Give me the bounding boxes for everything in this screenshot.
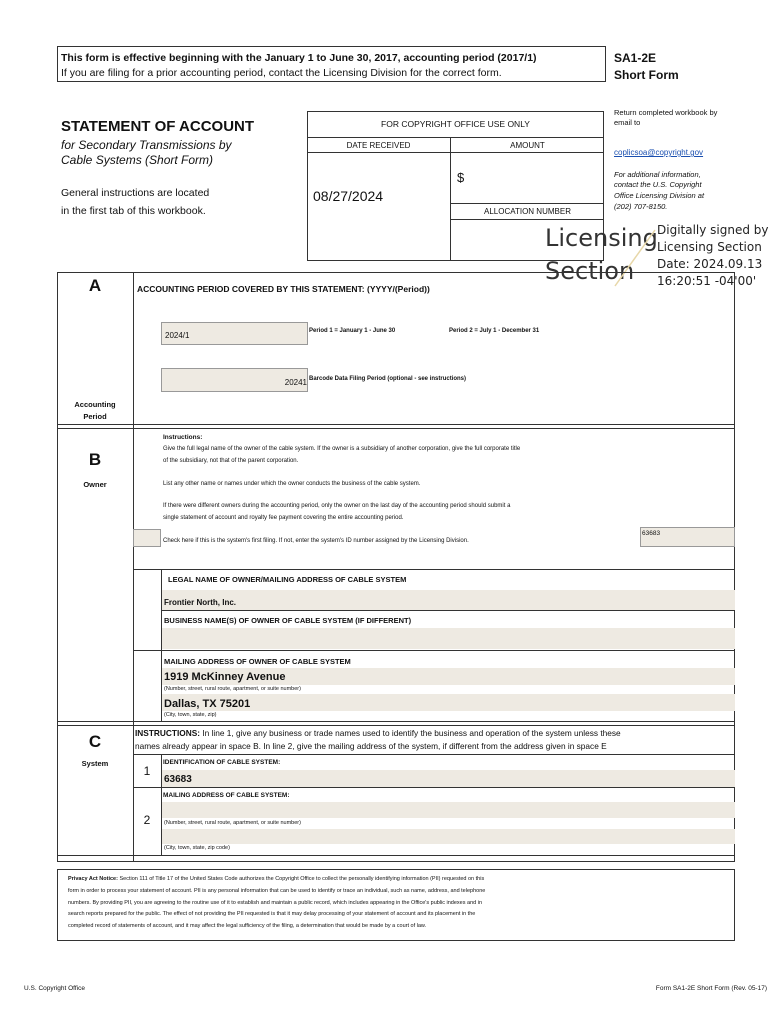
section-c-instr-1 (135, 728, 621, 738)
email-link[interactable]: coplicsoa@copyright.gov (614, 148, 704, 157)
info-text-2: contact the U.S. Copyright (614, 180, 702, 189)
effective-notice-line2: If you are filing for a prior accounting period, contact the Licensing Division for the correct form. (61, 67, 502, 79)
first-filing-checkbox[interactable] (133, 529, 161, 547)
form-code: SA1-2E (614, 51, 657, 65)
mailing-address-label: MAILING ADDRESS OF OWNER OF CABLE SYSTEM (164, 657, 351, 666)
signature-line2: Licensing Section (657, 240, 762, 254)
section-b-instr-2: of the subsidiary, not that of the parent corporation. (163, 458, 299, 464)
section-b-letter: B (88, 450, 102, 469)
section-c-side: System (81, 759, 109, 768)
system-id-field[interactable] (162, 770, 735, 787)
privacy-line-3: numbers. By providing PII, you are agreeing to the routine use of it to establish and maintain a public record, which includes appearing in the Office's public indexes and in (68, 900, 482, 906)
system-city-input[interactable] (162, 829, 735, 844)
page-title: STATEMENT OF ACCOUNT (61, 118, 255, 135)
return-text-2: email to (614, 118, 641, 127)
system-street-input[interactable] (162, 802, 735, 818)
section-a-letter: A (88, 276, 102, 295)
system-street-hint: (Number, street, rural route, apartment, or suite number) (164, 820, 301, 826)
privacy-bold: Privacy Act Notice: (68, 876, 118, 882)
system-city-hint: (City, town, state, zip code) (164, 845, 230, 851)
privacy-line-4: search reports prepared for the public. The effect of not providing the PII requested is that it may delay processing of your statement of account and its placement in the (68, 911, 476, 917)
period1-note: Period 1 = January 1 - June 30 (309, 328, 396, 334)
section-b-instr-title: Instructions: (163, 434, 203, 441)
title-sub1: for Secondary Transmissions by (61, 138, 232, 152)
info-text-1: For additional information, (614, 170, 701, 179)
section-b-instr-5: single statement of account and royalty fee payment covering the entire accounting period. (163, 515, 404, 521)
section-b-side: Owner (83, 480, 107, 489)
effective-notice-line1: This form is effective beginning with the January 1 to June 30, 2017, accounting period (2017/1) (61, 52, 537, 64)
date-received-label: DATE RECEIVED (346, 141, 411, 150)
owner-street-value: 1919 McKinney Avenue (164, 671, 286, 683)
business-name-input[interactable] (162, 628, 735, 649)
section-a-heading: ACCOUNTING PERIOD COVERED BY THIS STATEMENT: (YYYY/(Period)) (137, 284, 430, 294)
section-c-instr-text: In line 1, give any business or trade names used to identify the business and operation of the system unless these (200, 728, 621, 738)
info-text-4: (202) 707-8150. (614, 202, 668, 211)
owner-city-value: Dallas, TX 75201 (164, 698, 251, 710)
system-id-label: IDENTIFICATION OF CABLE SYSTEM: (163, 759, 281, 766)
first-filing-text: Check here if this is the system's first filing. If not, enter the system's ID number assigned by the Licensing Division. (163, 538, 469, 544)
business-name-label: BUSINESS NAME(S) OF OWNER OF CABLE SYSTEM (IF DIFFERENT) (164, 616, 412, 625)
signature-name-1: Licensing (545, 224, 658, 252)
section-b-instr-3: List any other name or names under which the owner conducts the business of the cable system. (163, 481, 421, 487)
section-c-instr-bold: INSTRUCTIONS: (135, 728, 200, 738)
line-1-number: 1 (143, 764, 151, 778)
system-id-field-value: 63683 (164, 774, 192, 785)
amount-label: AMOUNT (510, 141, 545, 150)
amount-dollar-sign: $ (457, 170, 465, 185)
section-c-letter: C (88, 732, 102, 751)
privacy-text-1: Section 111 of Title 17 of the United States Code authorizes the Copyright Office to collect the personally identifying information (PII) requested on this (117, 876, 485, 882)
owner-city-hint: (City, town, state, zip) (164, 712, 217, 718)
title-sub2: Cable Systems (Short Form) (61, 153, 214, 167)
section-b-instr-1: Give the full legal name of the owner of the cable system. If the owner is a subsidiary of another corporation, give the full corporate title (163, 446, 521, 452)
privacy-line-1 (68, 876, 484, 882)
line-2-number: 2 (143, 813, 151, 827)
privacy-line-5: completed record of statements of account, and it may affect the legal sufficiency of the filing, a determination that would be made by a court of law. (68, 923, 427, 929)
footer-right: Form SA1-2E Short Form (Rev. 05-17) (655, 985, 767, 992)
signature-line3: Date: 2024.09.13 (657, 257, 763, 271)
barcode-period-label: Barcode Data Filing Period (optional - see instructions) (309, 376, 467, 382)
signature-name-2: Section (545, 257, 635, 285)
office-use-heading: FOR COPYRIGHT OFFICE USE ONLY (381, 119, 530, 129)
system-mailing-label: MAILING ADDRESS OF CABLE SYSTEM: (163, 792, 290, 799)
form-name: Short Form (614, 68, 679, 82)
legal-name-label: LEGAL NAME OF OWNER/MAILING ADDRESS OF CABLE SYSTEM (168, 575, 407, 584)
return-text-1: Return completed workbook by (614, 108, 718, 117)
section-c-instr-2: names already appear in space B. In line 2, give the mailing address of the system, if different from the address given in space E (135, 741, 607, 751)
allocation-number-label: ALLOCATION NUMBER (484, 207, 571, 216)
signature-line4: 16:20:51 -04'00' (657, 274, 757, 288)
system-id-value: 63683 (642, 530, 661, 537)
owner-street-hint: (Number, street, rural route, apartment, or suite number) (164, 686, 301, 692)
section-a-side-1: Accounting (74, 400, 116, 409)
legal-name-input[interactable] (162, 590, 735, 610)
accounting-period-value: 2024/1 (165, 331, 190, 340)
section-a-side-2: Period (83, 412, 107, 421)
info-text-3: Office Licensing Division at (614, 191, 705, 200)
period2-note: Period 2 = July 1 - December 31 (449, 328, 540, 334)
section-b-instr-4: If there were different owners during the accounting period, only the owner on the last day of the accounting period should submit a (163, 503, 511, 509)
date-received-value: 08/27/2024 (313, 188, 384, 204)
privacy-line-2: form in order to process your statement of account. PII is any personal information that can be used to identify or trace an individual, such as name, address, and telephone (68, 888, 486, 894)
barcode-period-value: 20241 (284, 378, 307, 387)
general-instructions-1: General instructions are located (61, 187, 210, 199)
footer-left: U.S. Copyright Office (24, 985, 85, 992)
legal-name-value: Frontier North, Inc. (164, 598, 236, 607)
signature-line1: Digitally signed by (657, 223, 769, 237)
general-instructions-2: in the first tab of this workbook. (61, 205, 206, 217)
